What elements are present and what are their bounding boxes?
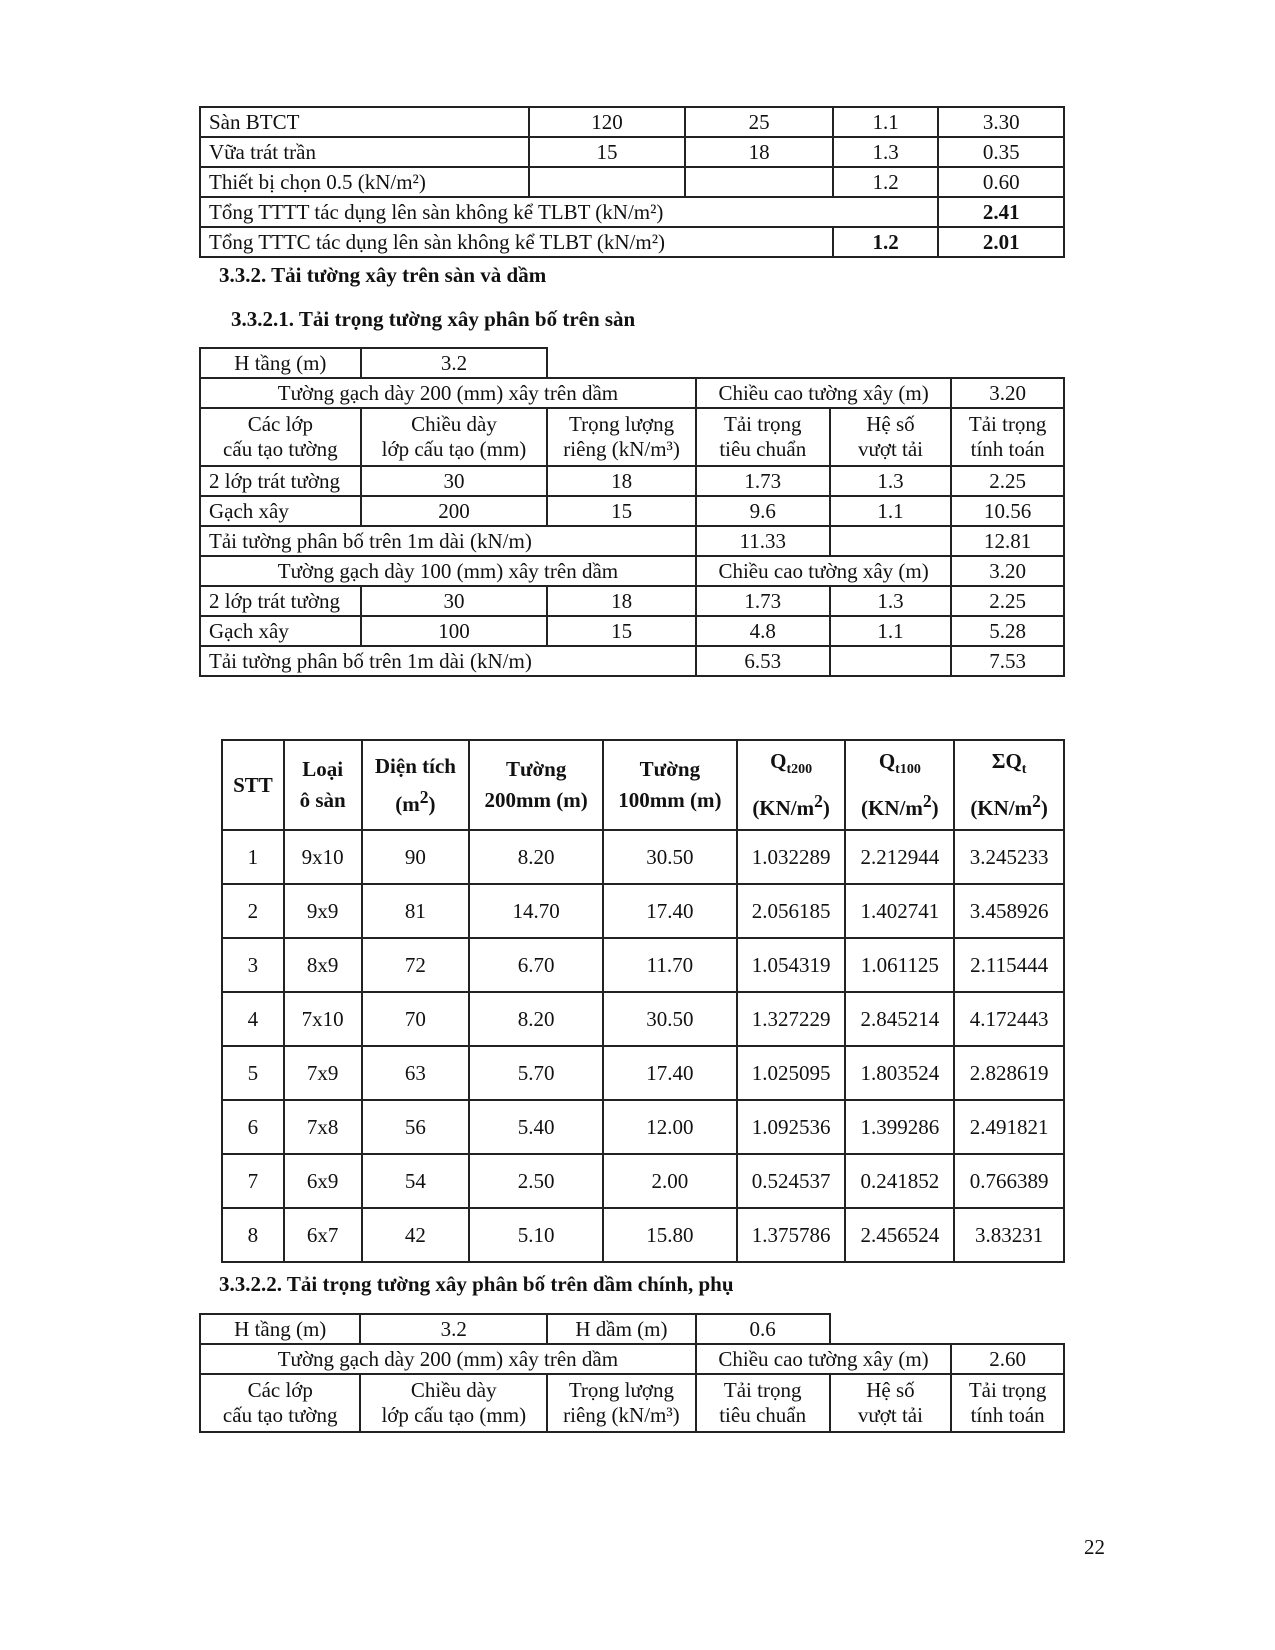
cell-stt: 6 <box>222 1100 284 1154</box>
slab-wall-load-table <box>221 739 1065 1263</box>
q100-sub: t100 <box>895 762 921 778</box>
cell-q100: 1.061125 <box>845 938 954 992</box>
cell-slab-type: 8x9 <box>284 938 362 992</box>
col-factor-line1: Hệ số <box>866 412 915 436</box>
col-slab-type-line1: Loại <box>302 757 344 781</box>
sum-label: Tải tường phân bố trên 1m dài (kN/m) <box>200 646 696 676</box>
close-paren: ) <box>1040 795 1048 820</box>
cell-area: 70 <box>362 992 470 1046</box>
cell-q200: 1.375786 <box>737 1208 846 1262</box>
heading-3-3-2-2: 3.3.2.2. Tải trọng tường xây phân bố trên dầm chính, phụ <box>219 1272 734 1296</box>
table-row <box>222 830 1064 884</box>
col-gamma-header <box>547 1374 696 1432</box>
col-layers-header <box>200 1374 360 1432</box>
column-header-row <box>200 1374 1064 1432</box>
q100-unit: (KN/m <box>861 795 923 820</box>
cell-wall-100: 11.70 <box>603 938 737 992</box>
cell-stt: 3 <box>222 938 284 992</box>
layer-tt: 5.28 <box>951 616 1064 646</box>
col-tc-line2: tiêu chuẩn <box>719 437 807 461</box>
sum-tc: 6.53 <box>696 646 830 676</box>
wall-height-value: 3.20 <box>951 556 1064 586</box>
table-row <box>222 1154 1064 1208</box>
sum-label: Tải tường phân bố trên 1m dài (kN/m) <box>200 526 696 556</box>
cell-stt: 4 <box>222 992 284 1046</box>
col-area-line1: Diện tích <box>374 753 456 778</box>
cell-sum-q: 3.83231 <box>954 1208 1064 1262</box>
h-floor-label: H tầng (m) <box>200 348 361 378</box>
cell-wall-200: 8.20 <box>469 992 603 1046</box>
layer-thickness: 30 <box>361 466 547 496</box>
sum-tt: 7.53 <box>951 646 1064 676</box>
layer-tc: 1.73 <box>696 466 830 496</box>
cell-wall-200: 5.10 <box>469 1208 603 1262</box>
cell-wall-100: 30.50 <box>603 830 737 884</box>
layer-value: 0.60 <box>938 167 1064 197</box>
cell-wall-200: 14.70 <box>469 884 603 938</box>
cell-wall-100: 17.40 <box>603 884 737 938</box>
layer-thickness: 100 <box>361 616 547 646</box>
table-row <box>200 526 1064 556</box>
total-tt-label: Tổng TTTT tác dụng lên sàn không kể TLBT (kN/m²) <box>200 197 938 227</box>
layer-thickness <box>529 167 686 197</box>
col-factor-line2: vượt tải <box>857 1403 923 1427</box>
col-tt-line2: tính toán <box>970 1403 1045 1427</box>
col-gamma-line2: riêng (kN/m³) <box>563 437 680 461</box>
col-factor-header <box>830 408 952 466</box>
wall-height-value: 2.60 <box>951 1344 1064 1374</box>
table-row <box>222 992 1064 1046</box>
close-paren: ) <box>931 795 939 820</box>
sumq-sub: t <box>1021 762 1027 778</box>
cell-q200: 0.524537 <box>737 1154 846 1208</box>
col-wall-100-line1: Tường <box>639 757 701 781</box>
layer-gamma: 15 <box>547 496 696 526</box>
cell-stt: 2 <box>222 884 284 938</box>
layer-tt: 2.25 <box>951 466 1064 496</box>
layer-factor: 1.3 <box>830 466 952 496</box>
wall-height-label: Chiều cao tường xây (m) <box>696 378 951 408</box>
col-wall-100 <box>603 740 737 830</box>
table-row <box>200 167 1064 197</box>
col-factor-line2: vượt tải <box>857 437 924 461</box>
col-thickness-line1: Chiều dày <box>411 412 497 436</box>
layer-factor: 1.1 <box>830 496 952 526</box>
col-gamma-line1: Trọng lượng <box>568 1378 674 1402</box>
layer-thickness: 120 <box>529 107 686 137</box>
sum-factor-empty <box>830 526 952 556</box>
q100-main: Q <box>878 749 896 774</box>
col-wall-200-line2: 200mm (m) <box>484 788 588 812</box>
superscript: 2 <box>814 790 823 811</box>
h-floor-value: 3.2 <box>361 348 547 378</box>
cell-sum-q: 2.828619 <box>954 1046 1064 1100</box>
section-200-title: Tường gạch dày 200 (mm) xây trên dầm <box>200 378 696 408</box>
cell-q200: 1.327229 <box>737 992 846 1046</box>
layer-tc: 4.8 <box>696 616 830 646</box>
col-tt-line1: Tải trọng <box>968 412 1047 436</box>
layer-gamma: 18 <box>547 586 696 616</box>
cell-q100: 2.845214 <box>845 992 954 1046</box>
col-tc-header <box>696 408 830 466</box>
layer-name: 2 lớp trát tường <box>200 466 361 496</box>
heading-3-3-2-1: 3.3.2.1. Tải trọng tường xây phân bố trên sàn <box>231 307 636 331</box>
table-row <box>200 378 1064 408</box>
col-gamma-header <box>547 408 696 466</box>
q200-sub: t200 <box>786 762 813 778</box>
table-row <box>200 1314 1064 1344</box>
cell-area: 42 <box>362 1208 470 1262</box>
cell-area: 81 <box>362 884 470 938</box>
cell-wall-200: 5.40 <box>469 1100 603 1154</box>
cell-sum-q: 3.245233 <box>954 830 1064 884</box>
table-row <box>200 197 1064 227</box>
empty-cell <box>547 348 1064 378</box>
cell-stt: 1 <box>222 830 284 884</box>
col-layers-line2: cấu tạo tường <box>222 1403 338 1427</box>
layer-gamma: 18 <box>685 137 833 167</box>
total-tt-value: 2.41 <box>938 197 1064 227</box>
cell-slab-type: 6x9 <box>284 1154 362 1208</box>
cell-slab-type: 6x7 <box>284 1208 362 1262</box>
cell-wall-100: 30.50 <box>603 992 737 1046</box>
empty-cell <box>830 1314 1064 1344</box>
layer-gamma: 18 <box>547 466 696 496</box>
cell-wall-100: 17.40 <box>603 1046 737 1100</box>
layer-gamma <box>685 167 833 197</box>
cell-stt: 8 <box>222 1208 284 1262</box>
layer-thickness: 30 <box>361 586 547 616</box>
cell-area: 56 <box>362 1100 470 1154</box>
cell-slab-type: 7x9 <box>284 1046 362 1100</box>
total-tc-factor: 1.2 <box>833 227 939 257</box>
close-paren: ) <box>428 791 436 816</box>
h-beam-value: 0.6 <box>696 1314 830 1344</box>
cell-q100: 1.803524 <box>845 1046 954 1100</box>
layer-name: Thiết bị chọn 0.5 (kN/m²) <box>200 167 529 197</box>
cell-slab-type: 7x10 <box>284 992 362 1046</box>
col-wall-100-line2: 100mm (m) <box>618 788 722 812</box>
layer-tt: 2.25 <box>951 586 1064 616</box>
col-layers-line2: cấu tạo tường <box>223 437 338 461</box>
cell-q200: 1.032289 <box>737 830 846 884</box>
cell-area: 72 <box>362 938 470 992</box>
table-row <box>222 1208 1064 1262</box>
cell-area: 63 <box>362 1046 470 1100</box>
cell-wall-100: 2.00 <box>603 1154 737 1208</box>
cell-q200: 1.025095 <box>737 1046 846 1100</box>
cell-q100: 2.212944 <box>845 830 954 884</box>
cell-slab-type: 9x10 <box>284 830 362 884</box>
layer-factor: 1.1 <box>833 107 939 137</box>
layer-factor: 1.3 <box>830 586 952 616</box>
wall-height-label: Chiều cao tường xây (m) <box>696 1344 951 1374</box>
cell-stt: 7 <box>222 1154 284 1208</box>
col-thickness-line2: lớp cấu tạo (mm) <box>381 437 527 461</box>
superscript: 2 <box>419 786 429 807</box>
cell-sum-q: 2.115444 <box>954 938 1064 992</box>
layer-tc: 1.73 <box>696 586 830 616</box>
layer-gamma: 25 <box>685 107 833 137</box>
table-row <box>200 586 1064 616</box>
table-row <box>200 107 1064 137</box>
layer-name: 2 lớp trát tường <box>200 586 361 616</box>
col-slab-type-line2: ô sàn <box>299 788 346 812</box>
table-row <box>200 556 1064 586</box>
col-gamma-line2: riêng (kN/m³) <box>563 1403 680 1427</box>
table-row <box>200 137 1064 167</box>
page-number: 22 <box>1084 1535 1105 1559</box>
cell-q200: 1.054319 <box>737 938 846 992</box>
col-thickness-line1: Chiều dày <box>410 1378 497 1402</box>
section-100-title: Tường gạch dày 100 (mm) xây trên dầm <box>200 556 696 586</box>
table-row <box>222 938 1064 992</box>
col-tc-line1: Tải trọng <box>724 412 802 436</box>
slab-load-table <box>199 106 1065 258</box>
col-tt-line2: tính toán <box>970 437 1045 461</box>
wall-height-value: 3.20 <box>951 378 1064 408</box>
cell-area: 54 <box>362 1154 470 1208</box>
col-slab-type <box>284 740 362 830</box>
table-row <box>200 227 1064 257</box>
cell-wall-100: 15.80 <box>603 1208 737 1262</box>
cell-area: 90 <box>362 830 470 884</box>
col-layers-line1: Các lớp <box>247 412 314 436</box>
total-tc-label: Tổng TTTC tác dụng lên sàn không kể TLBT (kN/m²) <box>200 227 833 257</box>
h-floor-value: 3.2 <box>360 1314 547 1344</box>
col-q200 <box>737 740 846 830</box>
table-row <box>200 616 1064 646</box>
layer-factor: 1.1 <box>830 616 952 646</box>
col-layers-line1: Các lớp <box>247 1378 313 1402</box>
col-tt-line1: Tải trọng <box>968 1378 1047 1402</box>
heading-3-3-2: 3.3.2. Tải tường xây trên sàn và dầm <box>219 263 547 287</box>
col-thickness-header <box>360 1374 547 1432</box>
table-row <box>200 466 1064 496</box>
cell-sum-q: 4.172443 <box>954 992 1064 1046</box>
superscript: 2 <box>1032 790 1041 811</box>
cell-wall-200: 8.20 <box>469 830 603 884</box>
cell-sum-q: 0.766389 <box>954 1154 1064 1208</box>
cell-stt: 5 <box>222 1046 284 1100</box>
col-wall-200-line1: Tường <box>505 757 567 781</box>
col-tt-header <box>951 408 1064 466</box>
col-thickness-header <box>361 408 547 466</box>
layer-tc: 9.6 <box>696 496 830 526</box>
sum-tc: 11.33 <box>696 526 830 556</box>
superscript: 2 <box>922 790 932 811</box>
layer-name: Vữa trát trần <box>200 137 529 167</box>
cell-sum-q: 2.491821 <box>954 1100 1064 1154</box>
col-gamma-line1: Trọng lượng <box>568 412 675 436</box>
section-200-title: Tường gạch dày 200 (mm) xây trên dầm <box>200 1344 696 1374</box>
sum-factor-empty <box>830 646 952 676</box>
slab-table-body <box>222 830 1064 1262</box>
cell-slab-type: 9x9 <box>284 884 362 938</box>
close-paren: ) <box>822 795 830 820</box>
cell-sum-q: 3.458926 <box>954 884 1064 938</box>
sum-tt: 12.81 <box>951 526 1064 556</box>
layer-factor: 1.3 <box>833 137 939 167</box>
cell-wall-200: 2.50 <box>469 1154 603 1208</box>
col-wall-200 <box>469 740 603 830</box>
col-area <box>362 740 470 830</box>
column-header-row <box>200 408 1064 466</box>
cell-q100: 2.456524 <box>845 1208 954 1262</box>
cell-q200: 2.056185 <box>737 884 846 938</box>
layer-name: Gạch xây <box>200 616 361 646</box>
layer-value: 0.35 <box>938 137 1064 167</box>
table-row <box>200 496 1064 526</box>
layer-name: Sàn BTCT <box>200 107 529 137</box>
cell-wall-200: 5.70 <box>469 1046 603 1100</box>
col-tc-line2: tiêu chuẩn <box>719 1403 807 1427</box>
layer-thickness: 200 <box>361 496 547 526</box>
col-layers-header <box>200 408 361 466</box>
total-tc-value: 2.01 <box>938 227 1064 257</box>
table-row <box>200 646 1064 676</box>
col-factor-header <box>830 1374 952 1432</box>
cell-q200: 1.092536 <box>737 1100 846 1154</box>
wall-load-table-slab <box>199 347 1065 677</box>
col-q100 <box>845 740 954 830</box>
wall-load-table-beam <box>199 1313 1065 1433</box>
column-header-row <box>222 740 1064 830</box>
col-sum-q <box>954 740 1064 830</box>
layer-gamma: 15 <box>547 616 696 646</box>
sumq-main: ΣQ <box>991 749 1022 774</box>
table-row <box>222 884 1064 938</box>
layer-value: 3.30 <box>938 107 1064 137</box>
col-tc-line1: Tải trọng <box>723 1378 802 1402</box>
cell-slab-type: 7x8 <box>284 1100 362 1154</box>
col-tt-header <box>951 1374 1064 1432</box>
h-beam-label: H dầm (m) <box>547 1314 696 1344</box>
table-row <box>200 1344 1064 1374</box>
cell-q100: 1.399286 <box>845 1100 954 1154</box>
table-row <box>200 348 1064 378</box>
wall-height-label: Chiều cao tường xây (m) <box>696 556 951 586</box>
layer-thickness: 15 <box>529 137 686 167</box>
layer-name: Gạch xây <box>200 496 361 526</box>
q200-unit: (KN/m <box>752 795 815 820</box>
q200-main: Q <box>770 749 787 774</box>
col-tc-header <box>696 1374 830 1432</box>
table-row <box>222 1046 1064 1100</box>
table-row <box>222 1100 1064 1154</box>
col-factor-line1: Hệ số <box>866 1378 915 1402</box>
sumq-unit: (KN/m <box>970 795 1033 820</box>
col-stt: STT <box>222 740 284 830</box>
col-thickness-line2: lớp cấu tạo (mm) <box>381 1403 527 1427</box>
col-area-line2: (m <box>395 791 420 816</box>
cell-q100: 1.402741 <box>845 884 954 938</box>
cell-q100: 0.241852 <box>845 1154 954 1208</box>
layer-factor: 1.2 <box>833 167 939 197</box>
cell-wall-200: 6.70 <box>469 938 603 992</box>
cell-wall-100: 12.00 <box>603 1100 737 1154</box>
layer-tt: 10.56 <box>951 496 1064 526</box>
h-floor-label: H tầng (m) <box>200 1314 360 1344</box>
